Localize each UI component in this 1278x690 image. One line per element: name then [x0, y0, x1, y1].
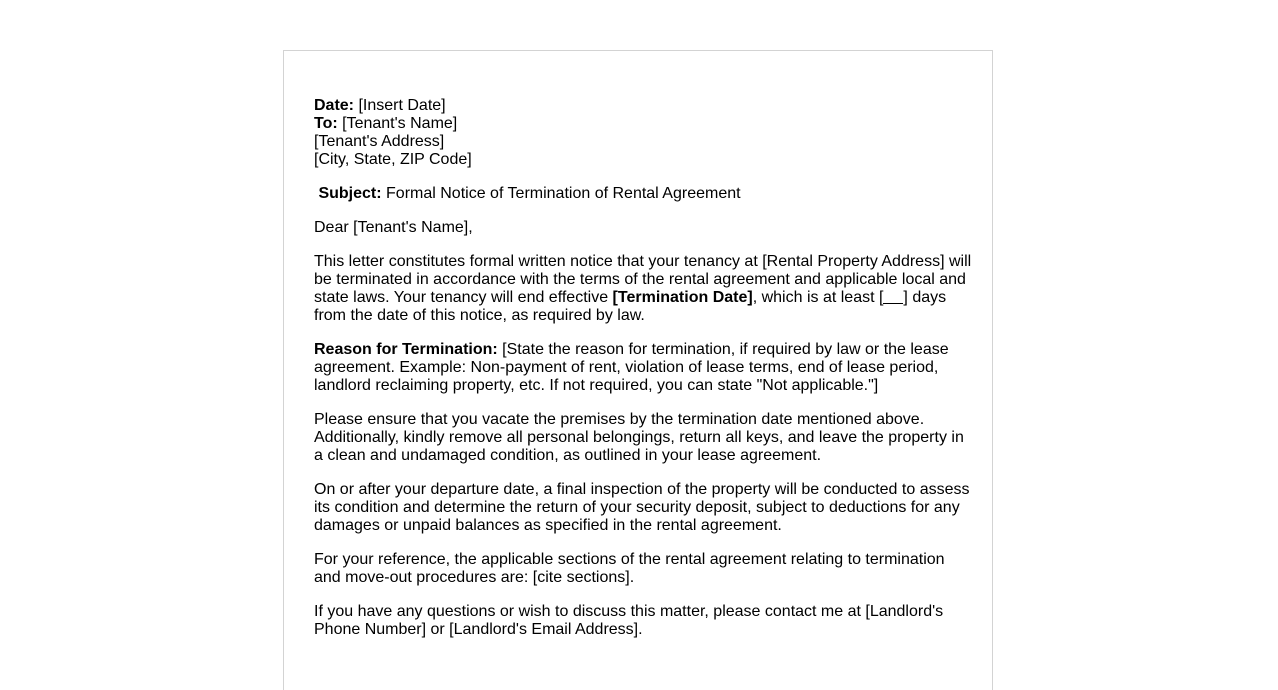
tenant-city: [City, State, ZIP Code]: [314, 151, 472, 168]
to-line: [314, 115, 974, 133]
days-blank: [883, 289, 903, 304]
reason-label: Reason for Termination:: [314, 341, 498, 358]
contact-paragraph: If you have any questions or wish to discuss this matter, please contact me at [Landlord's Phone Number] or [Landlord's Email Address].: [314, 603, 944, 638]
tenant-address: [Tenant's Address]: [314, 133, 445, 150]
reference-paragraph: For your reference, the applicable sections of the rental agreement relating to termination and move-out procedures are: [cite sections].: [314, 551, 945, 586]
notice-text-1: This letter constitutes formal written notice that your tenancy at [Rental Property Address] will be terminated in accordance with the terms of the rental agreement and applicable local and state laws. Your tenancy will end effective: [314, 253, 972, 306]
date-value: [Insert Date]: [354, 97, 446, 114]
tenant-name: [Tenant's Name]: [337, 115, 458, 132]
to-label: To:: [314, 115, 338, 132]
vacate-paragraph: Please ensure that you vacate the premises by the termination date mentioned above. Additionally, kindly remove all personal belongings, return all keys, and leave the property in a clean and undamaged condition, as outlined in your lease agreement.: [314, 411, 964, 464]
inspection-paragraph: On or after your departure date, a final inspection of the property will be conducted to assess its condition and determine the return of your security deposit, subject to deductions for any damages or unpaid balances as specified in the rental agreement.: [314, 481, 970, 534]
notice-text-2: , which is at least [: [752, 289, 884, 306]
salutation: Dear [Tenant's Name],: [314, 219, 473, 236]
subject-line: [314, 185, 974, 203]
reason-paragraph: [314, 341, 974, 395]
subject-text: Formal Notice of Termination of Rental Agreement: [381, 185, 741, 202]
termination-date: [Termination Date]: [612, 289, 753, 306]
reason-text: [State the reason for termination, if required by law or the lease agreement. Example: Non-payment of rent, violation of lease terms, end of lease period, landlord reclaiming property, etc. If not required, you can state "Not applicable."]: [314, 341, 949, 394]
document-page: [283, 50, 993, 690]
subject-label: Subject:: [318, 185, 382, 202]
notice-paragraph: [314, 253, 974, 325]
address-block: [314, 97, 974, 169]
date-label: Date:: [314, 97, 355, 114]
date-line: [314, 97, 974, 115]
letter-body: [314, 97, 974, 639]
notice-text-3: ] days from the date of this notice, as required by law.: [314, 289, 947, 324]
